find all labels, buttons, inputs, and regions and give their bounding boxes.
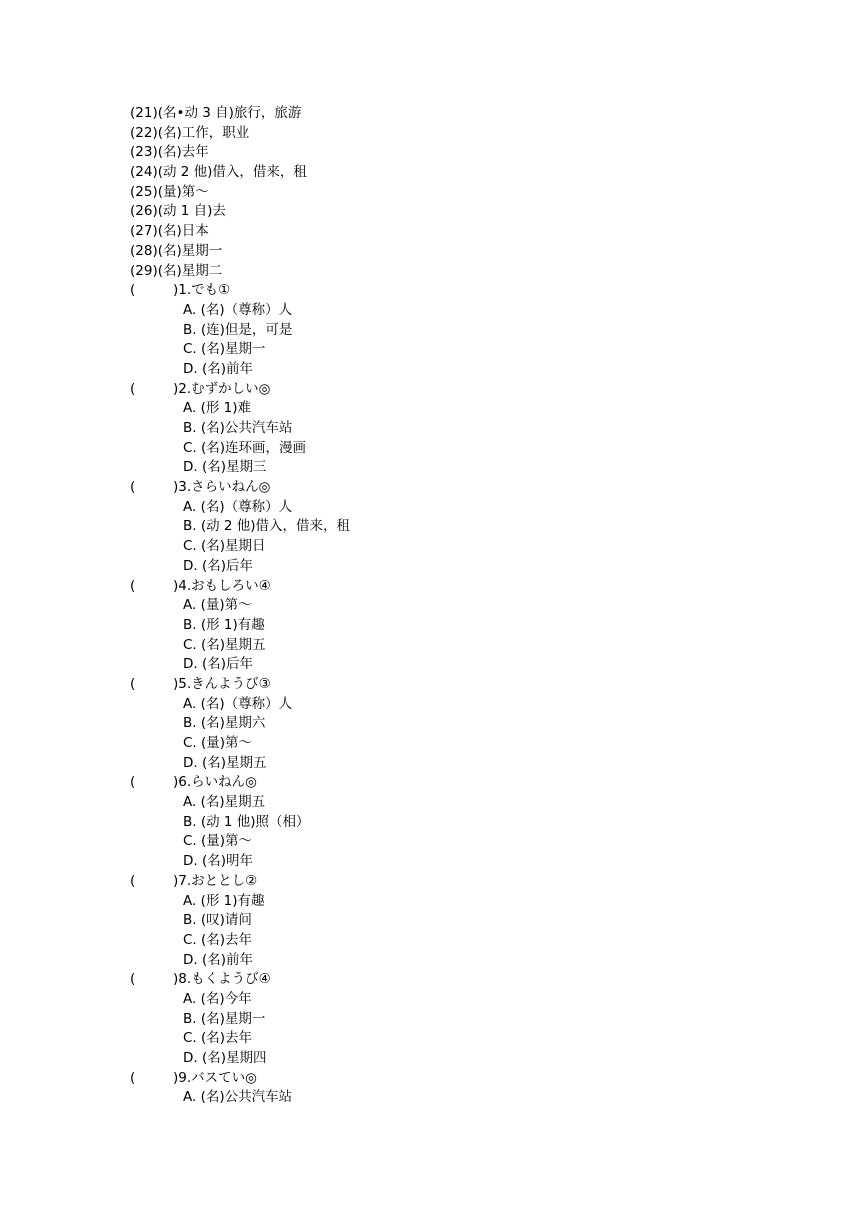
vocab-item: (28)(名)星期一 [130, 242, 223, 259]
question-text: )6.らいねん◎ [173, 774, 257, 791]
vocab-item: (21)(名•动 3 自)旅行，旅游 [130, 105, 302, 121]
option-b: B. (名)公共汽车站 [183, 420, 293, 436]
answer-blank-open: ( [130, 380, 136, 397]
answer-blank-open: ( [130, 577, 136, 594]
option-a: A. (名)（尊称）人 [183, 498, 293, 515]
answer-blank-open: ( [130, 282, 136, 299]
question-text: )2.むずかしい◎ [173, 380, 271, 397]
question-stem [130, 577, 770, 597]
option-c: C. (名)星期日 [183, 538, 266, 555]
question-text: )7.おととし② [173, 872, 258, 889]
question-stem [130, 380, 770, 400]
question-stem [130, 478, 770, 498]
question-text: )1.でも① [173, 282, 231, 299]
option-c: C. (名)星期一 [183, 341, 266, 358]
option-d: D. (名)后年 [183, 656, 254, 673]
answer-blank-open: ( [130, 971, 136, 988]
document-content [130, 104, 770, 1108]
option-b: B. (连)但是，可是 [183, 321, 293, 338]
question-stem [130, 872, 770, 892]
option-d: D. (名)前年 [183, 951, 254, 968]
answer-blank-open: ( [130, 675, 136, 692]
question-text: )4.おもしろい④ [173, 577, 271, 594]
question-stem [130, 773, 770, 793]
question-stem [130, 281, 770, 301]
question-text: )3.さらいねん◎ [173, 479, 271, 496]
question-text: )9.バスてい◎ [173, 1069, 257, 1086]
option-d: D. (名)星期五 [183, 754, 267, 771]
vocab-item: (24)(动 2 他)借入，借来，租 [130, 164, 307, 181]
vocab-item: (29)(名)星期二 [130, 262, 223, 279]
option-c: C. (名)去年 [183, 1030, 253, 1047]
option-c: C. (量)第～ [183, 833, 253, 850]
option-d: D. (名)星期四 [183, 1050, 267, 1066]
option-a: A. (形 1)难 [183, 400, 251, 417]
answer-blank-open: ( [130, 479, 136, 496]
option-d: D. (名)明年 [183, 853, 254, 870]
option-d: D. (名)后年 [183, 557, 254, 574]
option-a: A. (形 1)有趣 [183, 892, 265, 909]
option-a: A. (名)（尊称）人 [183, 695, 293, 712]
vocab-item: (22)(名)工作，职业 [130, 124, 250, 141]
option-c: C. (量)第～ [183, 735, 253, 751]
option-b: B. (名)星期一 [183, 1010, 266, 1027]
answer-blank-open: ( [130, 1069, 136, 1086]
option-b: B. (动 2 他)借入，借来，租 [183, 518, 351, 535]
option-d: D. (名)前年 [183, 360, 254, 377]
question-text: )5.きんようび③ [173, 675, 271, 692]
option-a: A. (名)公共汽车站 [183, 1089, 293, 1106]
option-a: A. (名)今年 [183, 990, 252, 1007]
answer-blank-open: ( [130, 872, 136, 889]
vocab-item: (25)(量)第～ [130, 183, 209, 200]
option-c: C. (名)去年 [183, 931, 253, 948]
vocab-item: (26)(动 1 自)去 [130, 203, 226, 220]
option-b: B. (名)星期六 [183, 715, 266, 732]
option-b: B. (叹)请问 [183, 912, 252, 929]
option-a: A. (量)第～ [183, 597, 252, 614]
question-stem [130, 970, 770, 990]
option-c: C. (名)连环画，漫画 [183, 439, 307, 456]
option-b: B. (动 1 他)照（相） [183, 813, 310, 830]
option-a: A. (名)（尊称）人 [183, 301, 293, 318]
option-b: B. (形 1)有趣 [183, 616, 265, 633]
vocab-item: (23)(名)去年 [130, 144, 209, 161]
option-c: C. (名)星期五 [183, 636, 266, 653]
question-stem [130, 675, 770, 695]
vocab-item: (27)(名)日本 [130, 223, 209, 240]
option-d: D. (名)星期三 [183, 459, 267, 476]
question-text: )8.もくようび④ [173, 971, 271, 988]
question-stem [130, 1069, 770, 1089]
answer-blank-open: ( [130, 774, 136, 791]
option-a: A. (名)星期五 [183, 794, 266, 811]
